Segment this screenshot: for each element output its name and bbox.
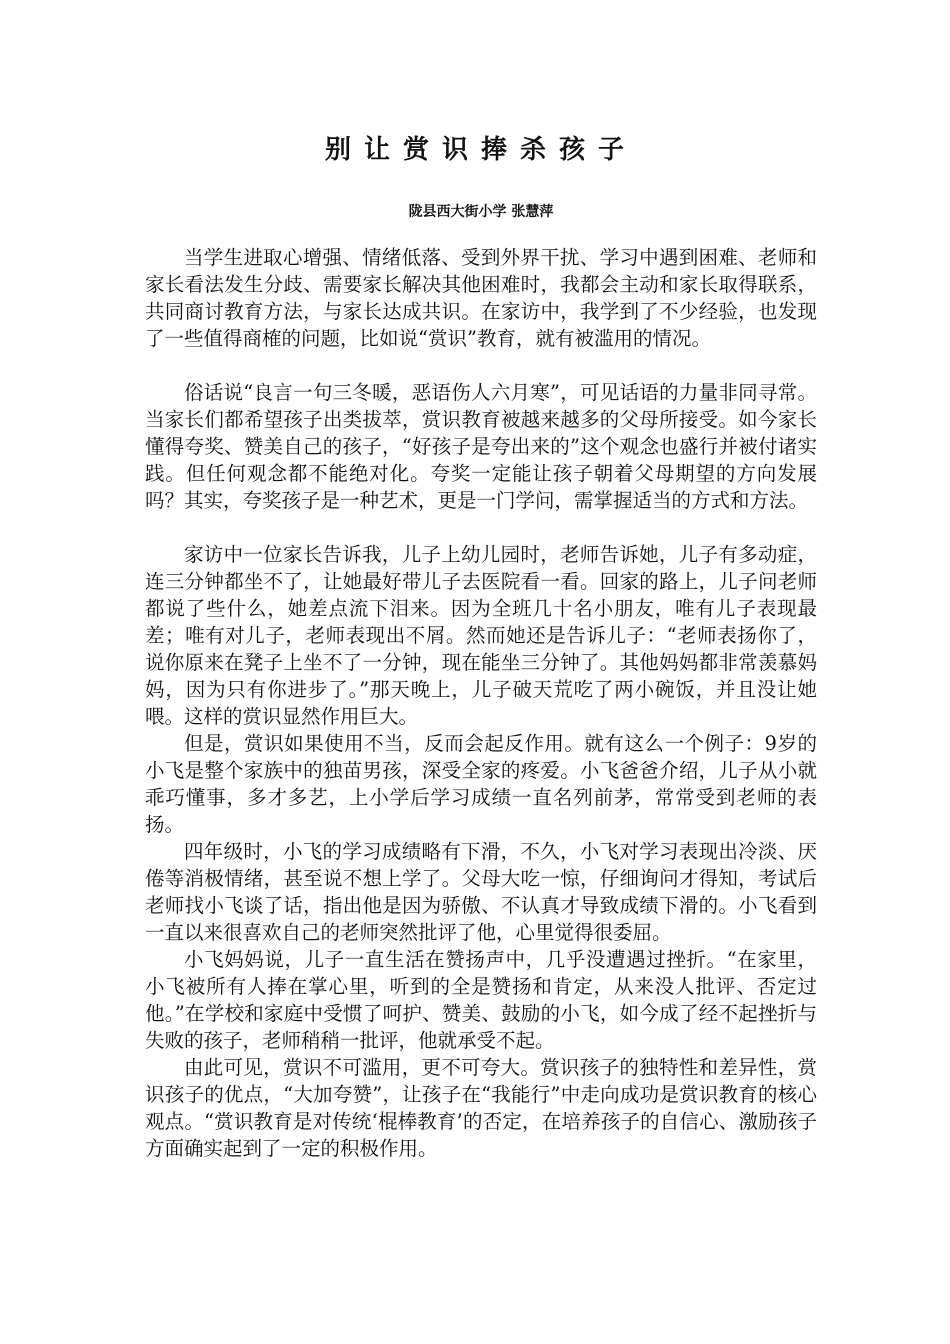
document-body	[145, 244, 817, 1162]
paragraph-7: 由此可见，赏识不可滥用，更不可夸大。赏识孩子的独特性和差异性，赏识孩子的优点，“大加夸赞”，让孩子在“我能行”中走向成功是赏识教育的核心观点。“赏识教育是对传统‘棍棒教育’的否定，在培养孩子的自信心、激励孩子方面确实起到了一定的积极作用。	[145, 1056, 817, 1160]
paragraph-2: 俗话说“良言一句三冬暖，恶语伤人六月寒”，可见话语的力量非同寻常。当家长们都希望孩子出类拔萃，赏识教育被越来越多的父母所接受。如今家长懂得夸奖、赞美自己的孩子，“好孩子是夸出来的”这个观念也盛行并被付诸实践。但任何观念都不能绝对化。夸奖一定能让孩子朝着父母期望的方向发展吗？其实，夸奖孩子是一种艺术，更是一门学问，需掌握适当的方式和方法。	[145, 381, 817, 512]
paragraph-4: 但是，赏识如果使用不当，反而会起反作用。就有这么一个例子：9岁的小飞是整个家族中的独苗男孩，深受全家的疼爱。小飞爸爸介绍，儿子从小就乖巧懂事，多才多艺，上小学后学习成绩一直名列前茅，常常受到老师的表扬。	[145, 732, 817, 836]
paragraph-6: 小飞妈妈说，儿子一直生活在赞扬声中，几乎没遭遇过挫折。“在家里，小飞被所有人捧在掌心里，听到的全是赞扬和肯定，从来没人批评、否定过他。”在学校和家庭中受惯了呵护、赞美、鼓励的小飞，如今成了经不起挫折与失败的孩子，老师稍稍一批评，他就承受不起。	[145, 948, 817, 1052]
paragraph-3: 家访中一位家长告诉我，儿子上幼儿园时，老师告诉她，儿子有多动症，连三分钟都坐不了，让她最好带儿子去医院看一看。回家的路上，儿子问老师都说了些什么，她差点流下泪来。因为全班几十名小朋友，唯有儿子表现最差；唯有对儿子，老师表现出不屑。然而她还是告诉儿子：“老师表扬你了，说你原来在凳子上坐不了一分钟，现在能坐三分钟了。其他妈妈都非常羡慕妈妈，因为只有你进步了。”那天晚上，儿子破天荒吃了两小碗饭，并且没让她喂。这样的赏识显然作用巨大。	[145, 543, 817, 728]
author-line: 陇县西大街小学 张慧萍	[408, 204, 554, 220]
paragraph-1: 当学生进取心增强、情绪低落、受到外界干扰、学习中遇到困难、老师和家长看法发生分歧、需要家长解决其他困难时，我都会主动和家长取得联系，共同商讨教育方法，与家长达成共识。在家访中，我学到了不少经验，也发现了一些值得商榷的问题，比如说“赏识”教育，就有被滥用的情况。	[145, 246, 817, 350]
page-title: 别让赏识捧杀孩子	[324, 135, 637, 165]
paragraph-5: 四年级时，小飞的学习成绩略有下滑，不久，小飞对学习表现出冷淡、厌倦等消极情绪，甚至说不想上学了。父母大吃一惊，仔细询问才得知，考试后老师找小飞谈了话，指出他是因为骄傲、不认真才导致成绩下滑的。小飞看到一直以来很喜欢自己的老师突然批评了他，心里觉得很委屈。	[145, 840, 817, 944]
